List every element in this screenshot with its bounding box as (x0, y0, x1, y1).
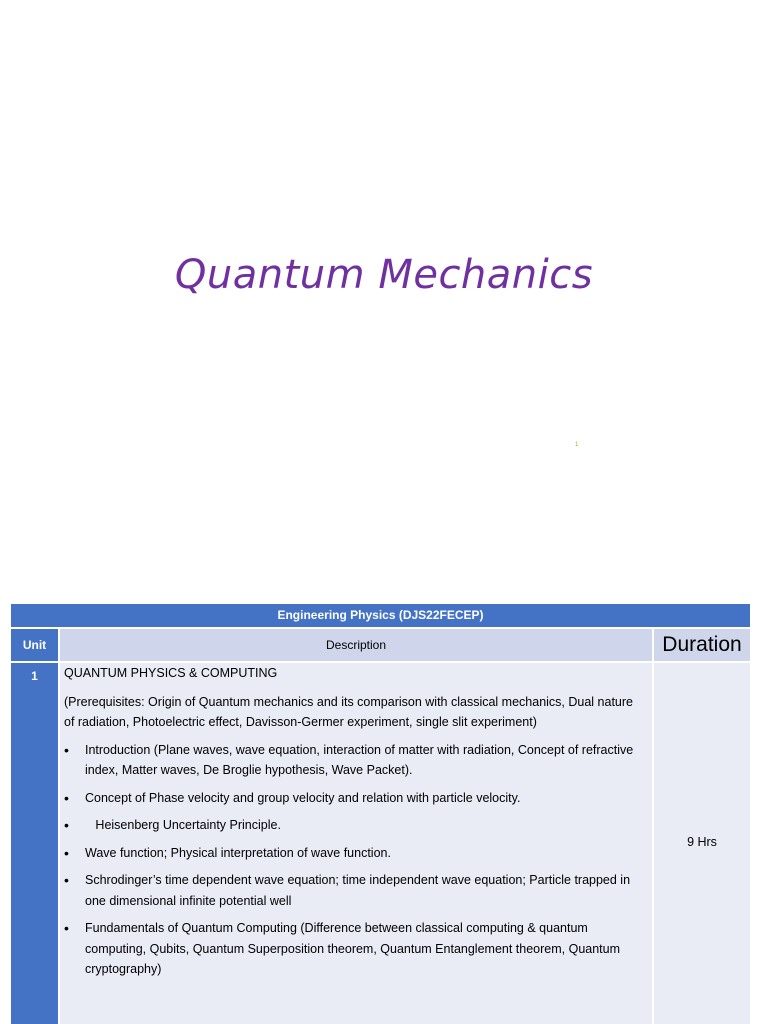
description-cell (60, 663, 652, 1024)
course-title-header: Engineering Physics (DJS22FECEP) (11, 604, 750, 627)
topic-list (64, 740, 646, 980)
unit-number-cell: 1 (11, 663, 58, 1024)
topic-item: • Heisenberg Uncertainty Principle. (64, 815, 646, 836)
description-column-header: Description (60, 629, 652, 661)
duration-column-header: Duration (654, 629, 750, 661)
topic-item: • Introduction (Plane waves, wave equation, interaction of matter with radiation, Concept of refractive index, Matter waves, De Broglie hypothesis, Wave Packet). (64, 740, 646, 781)
duration-value-cell: 9 Hrs (654, 663, 750, 1024)
unit-column-header: Unit (11, 629, 58, 661)
prerequisites-text: (Prerequisites: Origin of Quantum mechanics and its comparison with classical mechanics, Dual nature of radiation, Photoelectric effect, Davisson-Germer experiment, single slit experiment) (64, 694, 633, 729)
slide-title: Quantum Mechanics (174, 252, 594, 298)
topic-item: • Wave function; Physical interpretation of wave function. (64, 843, 646, 864)
topic-item: • Fundamentals of Quantum Computing (Difference between classical computing & quantum computing, Qubits, Quantum Superposition theorem, Quantum Entanglement theorem, Quantum cryptography) (64, 918, 646, 980)
unit-heading: QUANTUM PHYSICS & COMPUTING (64, 666, 278, 680)
topic-item: • Concept of Phase velocity and group velocity and relation with particle velocity. (64, 788, 646, 809)
topic-item: • Schrodinger’s time dependent wave equation; time independent wave equation; Particle trapped in one dimensional infinite potential well (64, 870, 646, 911)
slide-mark: 1 (575, 442, 579, 448)
syllabus-table (11, 604, 750, 1024)
